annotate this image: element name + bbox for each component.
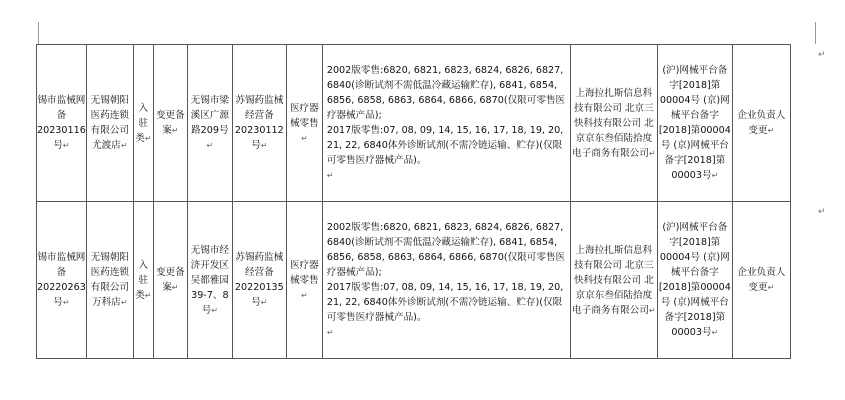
paragraph-mark: ↵	[260, 141, 268, 150]
license-number-text: 苏锡药监械经营备20220135号	[234, 252, 284, 308]
platform-company-text: 上海拉扎斯信息科技有限公司 北京三快科技有限公司 北京京东叁佰陆拾度电子商务有限公司	[572, 87, 654, 159]
paragraph-mark: ↵	[62, 141, 70, 150]
paragraph-mark: ↵	[260, 298, 268, 307]
page-corner-mark-top-left	[28, 22, 39, 44]
paragraph-mark: ↵	[171, 283, 179, 292]
paragraph-mark: ↵	[767, 126, 775, 135]
change-type-text: 变更备案	[155, 267, 185, 293]
category-text: 入驻类	[135, 259, 149, 301]
company-name-cell	[86, 45, 133, 202]
change-item-text: 企业负责人变更	[737, 110, 786, 136]
record-number-text: 锡市监械网备20220263号	[37, 252, 86, 308]
change-item-text: 企业负责人变更	[737, 267, 786, 293]
paragraph-mark: ↵	[300, 133, 308, 143]
platform-filing-text: (沪)网械平台备字[2018]第00004号 (京)网械平台备字[2018]第00004号 (京)网械平台备字[2018]第00003号	[658, 222, 731, 338]
business-type-cell	[286, 45, 322, 202]
business-scope-cell	[322, 45, 570, 202]
record-number-text: 锡市监械网备20230116号	[37, 95, 86, 151]
paragraph-mark: ↵	[144, 290, 152, 300]
paragraph-mark: ↵	[326, 328, 334, 337]
business-scope-cell	[322, 202, 570, 359]
address-cell	[187, 202, 232, 359]
record-number-cell	[37, 202, 87, 359]
scope-2017-text: 2017版零售:07, 08, 09, 14, 15, 16, 17, 18, 19, 20, 21, 22, 6840体外诊断试剂(不需冷链运输、贮存)(仅限可零售医疗器械产品)。	[326, 125, 564, 166]
paragraph-mark: ↵	[120, 141, 128, 150]
change-type-cell	[153, 45, 187, 202]
row-end-mark: ↵	[818, 207, 826, 217]
scope-2017-text: 2017版零售:07, 08, 09, 14, 15, 16, 17, 18, 19, 20, 21, 22, 6840体外诊断试剂(不需冷链运输、贮存)(仅限可零售医疗器械产品)。	[326, 282, 564, 323]
business-type-text: 医疗器械零售	[289, 102, 319, 129]
platform-filing-text: (沪)网械平台备字[2018]第00004号 (京)网械平台备字[2018]第00004号 (京)网械平台备字[2018]第00003号	[658, 65, 731, 181]
change-type-cell	[153, 202, 187, 359]
paragraph-mark: ↵	[648, 148, 656, 158]
change-item-cell	[732, 45, 790, 202]
paragraph-mark: ↵	[206, 141, 214, 150]
category-cell	[133, 202, 153, 359]
company-name-cell	[86, 202, 133, 359]
company-name-text: 无锡朝阳医药连锁有限公司万科店	[90, 252, 130, 308]
company-name-text: 无锡朝阳医药连锁有限公司尤渡店	[90, 95, 130, 151]
scope-2002-text: 2002版零售:6820, 6821, 6823, 6824, 6826, 6827, 6840(诊断试剂不需低温冷藏运输贮存), 6841, 6854, 6856, 6858, 6863, 6864, 6866, 6870(仅限可零售医疗器械产品);	[326, 222, 566, 278]
paragraph-mark: ↵	[711, 328, 719, 337]
platform-company-text: 上海拉扎斯信息科技有限公司 北京三快科技有限公司 北京京东叁佰陆拾度电子商务有限公司	[572, 244, 654, 316]
paragraph-mark: ↵	[767, 283, 775, 292]
page-corner-mark-top-right	[815, 22, 826, 44]
platform-filing-cell	[657, 45, 732, 202]
record-number-cell	[37, 45, 87, 202]
scope-2002-text: 2002版零售:6820, 6821, 6823, 6824, 6826, 6827, 6840(诊断试剂不需低温冷藏运输贮存), 6841, 6854, 6856, 6858, 6863, 6864, 6866, 6870(仅限可零售医疗器械产品);	[326, 65, 566, 121]
license-number-cell	[232, 45, 286, 202]
filing-table	[36, 44, 791, 359]
paragraph-mark: ↵	[300, 290, 308, 300]
paragraph-mark: ↵	[326, 171, 334, 180]
change-item-cell	[732, 202, 790, 359]
license-number-text: 苏锡药监械经营备20230112号	[234, 95, 284, 151]
platform-company-cell	[570, 202, 657, 359]
filing-table-body	[37, 45, 791, 359]
address-cell	[187, 45, 232, 202]
license-number-cell	[232, 202, 286, 359]
address-text: 无锡市经济开发区吴都雅园39-7、8号	[190, 244, 230, 316]
change-type-text: 变更备案	[155, 110, 185, 136]
business-type-text: 医疗器械零售	[289, 259, 319, 286]
address-text: 无锡市梁溪区广源路209号	[190, 95, 230, 136]
paragraph-mark: ↵	[171, 126, 179, 135]
category-text: 入驻类	[135, 102, 149, 144]
row-end-mark: ↵	[818, 50, 826, 60]
paragraph-mark: ↵	[144, 133, 152, 143]
category-cell	[133, 45, 153, 202]
paragraph-mark: ↵	[62, 298, 70, 307]
paragraph-mark: ↵	[711, 171, 719, 180]
platform-company-cell	[570, 45, 657, 202]
business-type-cell	[286, 202, 322, 359]
table-row	[37, 45, 791, 202]
paragraph-mark: ↵	[120, 298, 128, 307]
table-row	[37, 202, 791, 359]
paragraph-mark: ↵	[211, 305, 218, 315]
paragraph-mark: ↵	[648, 305, 656, 315]
platform-filing-cell	[657, 202, 732, 359]
